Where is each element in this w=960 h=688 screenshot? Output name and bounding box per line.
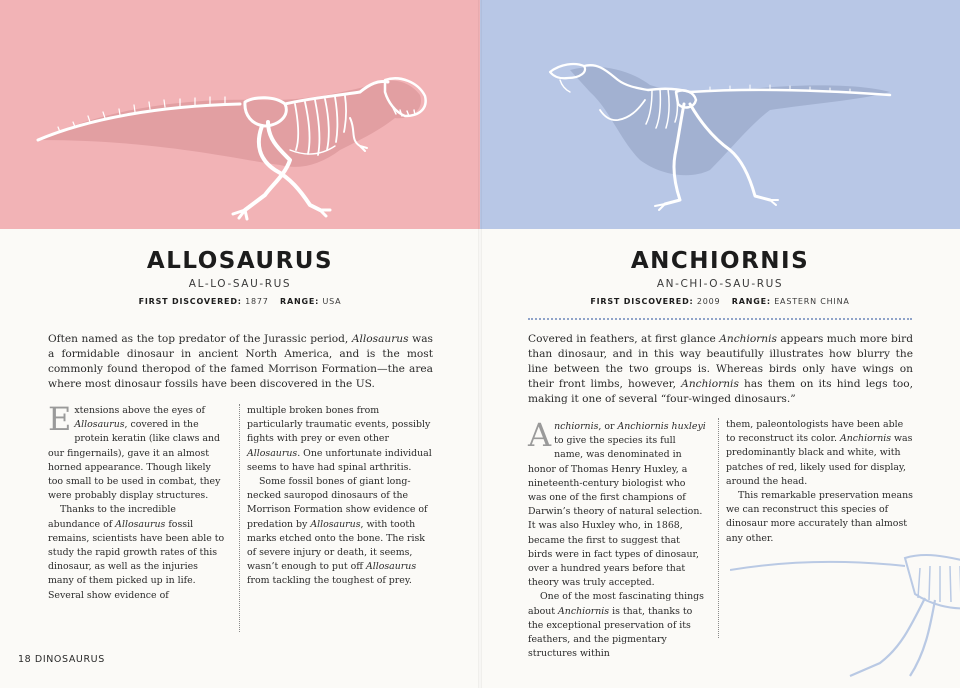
allosaurus-meta bbox=[0, 297, 480, 306]
partial-skeleton-sketch-icon bbox=[730, 548, 960, 688]
first-discovered-value: 2009 bbox=[696, 297, 721, 306]
drop-cap: A bbox=[528, 416, 552, 454]
anchiornis-meta bbox=[480, 297, 960, 306]
paragraph: Anchiornis, or Anchiornis huxleyi to give the species its full name, was denominated in honor of Thomas Henry Huxley, a nineteenth-century biologist who was one of the first champions of Darwin’s theory of natural selection. It was also Huxley who, in 1868, became the first to suggest that birds were in fact types of dinosaur, over a hundred years before that theory was truly accepted. bbox=[528, 416, 706, 589]
right-page bbox=[480, 0, 960, 688]
paragraph: Some fossil bones of giant long-necked sauropod dinosaurs of the Morrison Formation show evidence of predation by Allosaurus, with tooth marks etched onto the bone. The risk of severe injury or death, it seems, wasn’t enough to put off Allosaurus from tackling the toughest of prey. bbox=[247, 476, 428, 587]
allosaurus-column-2 bbox=[247, 404, 434, 589]
allosaurus-intro: Often named as the top predator of the Jurassic period, Allosaurus was a formidable dinosaur in ancient North America, and is the most commonly found theropod of the famed Morrison Formation—the area where most dinosaur fossils have been discovered in the US. bbox=[48, 333, 433, 390]
range-label: RANGE: bbox=[731, 297, 771, 306]
allosaurus-column-1 bbox=[48, 400, 226, 603]
anchiornis-illustration-banner bbox=[480, 0, 960, 229]
allosaurus-title: ALLOSAURUS bbox=[146, 248, 334, 274]
paragraph: Extensions above the eyes of Allosaurus, covered in the protein keratin (like claws and our fingernails), gave it an almost horned appearance. Though likely too small to be used in combat, they were probably display structures. bbox=[48, 400, 221, 502]
page-folio: 18 DINOSAURUS bbox=[18, 654, 105, 665]
column-divider bbox=[718, 418, 719, 638]
allosaurus-skeleton-icon bbox=[0, 0, 480, 229]
anchiornis-intro: Covered in feathers, at first glance Anchiornis appears much more bird than dinosaur, and in this way beautifully illustrates how blurry the line between the two groups is. Whereas birds only have wings on their front limbs, however, Anchiornis has them on its hind legs too, making it one of several “four-winged dinosaurs.” bbox=[528, 333, 913, 405]
dotted-divider bbox=[528, 318, 912, 320]
paragraph: multiple broken bones from particularly traumatic events, possibly fights with prey or even other Allosaurus. One unfortunate individual seems to have had spinal arthritis. bbox=[247, 405, 432, 473]
allosaurus-pronunciation: AL-LO-SAU-RUS bbox=[188, 278, 292, 290]
book-gutter bbox=[478, 0, 482, 688]
paragraph: Thanks to the incredible abundance of Allosaurus fossil remains, scientists have been able to study the rapid growth rates of this dinosaur, as well as the injuries many of them picked up in life. Several show evidence of bbox=[48, 504, 225, 601]
anchiornis-title: ANCHIORNIS bbox=[630, 248, 810, 274]
paragraph: This remarkable preservation means we can reconstruct this species of dinosaur more accurately than almost any other. bbox=[726, 490, 913, 544]
allosaurus-illustration-banner bbox=[0, 0, 480, 229]
range-value: USA bbox=[322, 297, 342, 306]
anchiornis-column-1 bbox=[528, 416, 706, 661]
column-divider bbox=[239, 404, 240, 632]
range-label: RANGE: bbox=[280, 297, 320, 306]
first-discovered-label: FIRST DISCOVERED: bbox=[138, 297, 242, 306]
paragraph: One of the most fascinating things about Anchiornis is that, thanks to the exceptional preservation of its feathers, and the pigmentary structures within bbox=[528, 591, 704, 660]
paragraph: them, paleontologists have been able to reconstruct its color. Anchiornis was predominantly black and white, with patches of red, likely used for display, around the head. bbox=[726, 419, 913, 487]
first-discovered-label: FIRST DISCOVERED: bbox=[590, 297, 694, 306]
range-value: EASTERN CHINA bbox=[774, 297, 850, 306]
anchiornis-column-2 bbox=[726, 418, 913, 546]
drop-cap: E bbox=[48, 400, 72, 438]
anchiornis-pronunciation: AN-CHI-O-SAU-RUS bbox=[656, 278, 784, 290]
first-discovered-value: 1877 bbox=[245, 297, 269, 306]
anchiornis-skeleton-icon bbox=[480, 0, 960, 229]
